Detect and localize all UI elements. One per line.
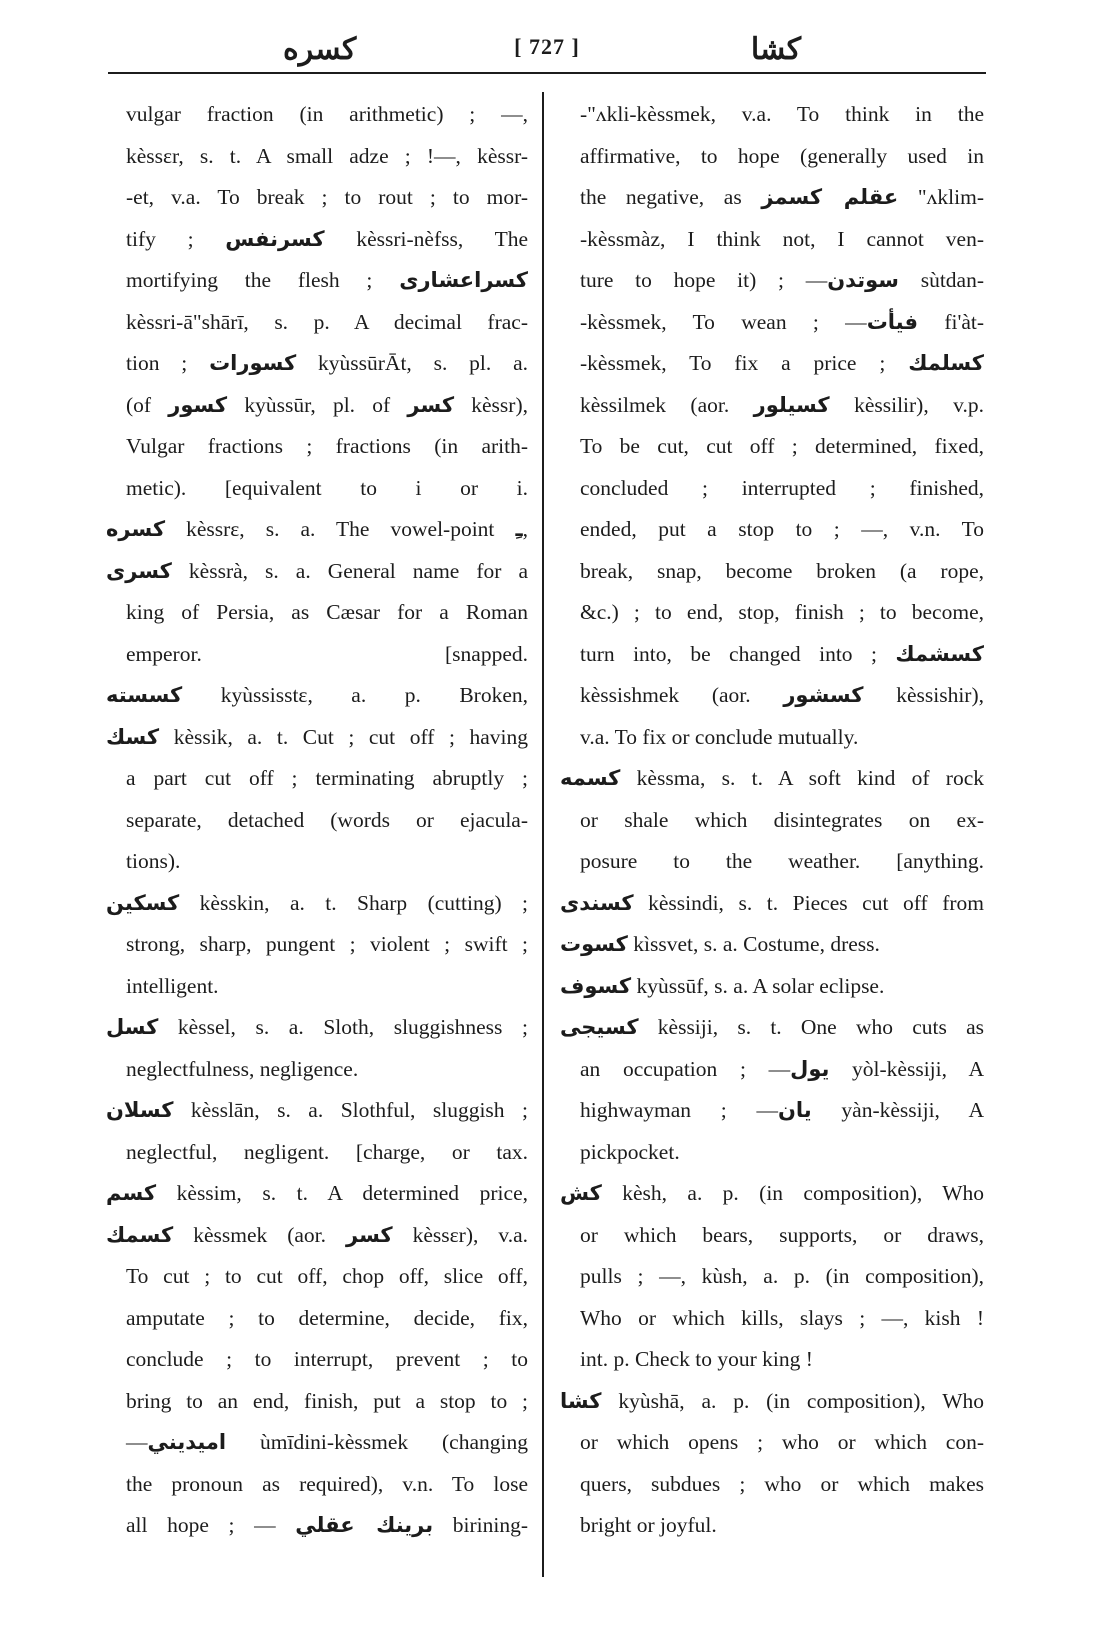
left-column bbox=[106, 94, 528, 1547]
arabic-word: كسمك bbox=[106, 1222, 174, 1247]
text-line: the negative, as عقلم كسمز "ʌklim- bbox=[580, 185, 984, 209]
arabic-word: كسراعشارى bbox=[399, 268, 528, 292]
text-line: break, snap, become broken (a rope, bbox=[580, 558, 984, 583]
text-line: or which bears, supports, or draws, bbox=[580, 1222, 984, 1247]
arabic-word: سوتدن bbox=[827, 268, 899, 292]
arabic-word: كسشور bbox=[783, 683, 864, 707]
text-line: tion ; كسورات kyùssūrĀt, s. pl. a. bbox=[126, 351, 528, 375]
text-line: an occupation ; —يول yòl-kèssiji, A bbox=[580, 1056, 984, 1081]
text-line: (of كسور kyùssūr, pl. of كسر kèssr), bbox=[126, 392, 528, 417]
arabic-word: كسوت bbox=[560, 932, 628, 956]
arabic-word: عقلم كسمز bbox=[761, 185, 899, 209]
arabic-word: اميديني bbox=[147, 1430, 227, 1454]
text-line: all hope ; — برينك عقلي birining- bbox=[126, 1513, 528, 1537]
text-line: كسوت kìssvet, s. a. Costume, dress. bbox=[560, 932, 880, 956]
text-line: كسره kèssrɛ, s. a. The vowel-point ـِ, bbox=[106, 517, 528, 541]
arabic-word: كسك bbox=[106, 724, 160, 749]
text-line: quers, subdues ; who or which makes bbox=[580, 1471, 984, 1496]
text-line: affirmative, to hope (generally used in bbox=[580, 143, 984, 168]
arabic-word: كسيلور bbox=[753, 392, 830, 417]
text-line: tify ; كسرنفس kèssri-nèfss, The bbox=[126, 226, 528, 251]
text-line: or shale which disintegrates on ex- bbox=[580, 807, 984, 832]
text-line: the pronoun as required), v.n. To lose bbox=[126, 1471, 528, 1496]
text-line: tions). bbox=[126, 849, 181, 873]
column-divider bbox=[542, 92, 544, 1577]
arabic-word: كسر bbox=[346, 1222, 393, 1247]
arabic-word: كشا bbox=[560, 1388, 602, 1413]
text-line: bring to an end, finish, put a stop to ; bbox=[126, 1388, 528, 1413]
text-line: Vulgar fractions ; fractions (in arith- bbox=[126, 434, 528, 458]
arabic-word: كسم bbox=[106, 1181, 157, 1205]
text-line: ture to hope it) ; —سوتدن sùtdan- bbox=[580, 268, 984, 292]
text-line: v.a. To fix or conclude mutually. bbox=[580, 724, 859, 749]
text-line: كسل kèssel, s. a. Sloth, sluggishness ; bbox=[106, 1015, 528, 1039]
text-line: int. p. Check to your king ! bbox=[580, 1347, 813, 1371]
text-line: كسرى kèssrà, s. a. General name for a bbox=[106, 558, 528, 583]
text-line: كسكين kèsskin, a. t. Sharp (cutting) ; bbox=[106, 890, 528, 915]
text-line: كسوف kyùssūf, s. a. A solar eclipse. bbox=[560, 973, 885, 998]
text-line: kèssishmek (aor. كسشور kèssishir), bbox=[580, 683, 984, 707]
text-line: ended, put a stop to ; —, v.n. To bbox=[580, 517, 984, 541]
text-line: كش kèsh, a. p. (in composition), Who bbox=[560, 1181, 984, 1205]
arabic-word: كسل bbox=[106, 1015, 159, 1039]
arabic-word: كسره bbox=[106, 517, 166, 541]
text-line: kèssɛr, s. t. A small adze ; !—, kèssr- bbox=[126, 143, 528, 168]
text-line: كسسته kyùssisstɛ, a. p. Broken, bbox=[106, 683, 528, 707]
text-line: amputate ; to determine, decide, fix, bbox=[126, 1305, 528, 1330]
arabic-word: كسلان bbox=[106, 1098, 174, 1122]
text-line: كسلان kèsslān, s. a. Slothful, sluggish ; bbox=[106, 1098, 528, 1122]
arabic-word: كسندى bbox=[560, 890, 634, 915]
arabic-word: كسوف bbox=[560, 973, 632, 998]
text-line: highwayman ; —يان yàn-kèssiji, A bbox=[580, 1098, 984, 1122]
arabic-word: كسشمك bbox=[895, 641, 984, 666]
text-line: metic). [equivalent to i or i. bbox=[126, 475, 528, 500]
text-line: كسمك kèssmek (aor. كسر kèssɛr), v.a. bbox=[106, 1222, 528, 1247]
arabic-word: كسيجى bbox=[560, 1015, 639, 1039]
arabic-word: كسورات bbox=[209, 351, 297, 375]
text-line: —اميديني ùmīdini-kèssmek (changing bbox=[126, 1430, 528, 1454]
left-running-headword: كسره bbox=[283, 33, 357, 66]
text-line: كسندى kèssindi, s. t. Pieces cut off from bbox=[560, 890, 984, 915]
text-line: كسك kèssik, a. t. Cut ; cut off ; having bbox=[106, 724, 528, 749]
arabic-word: برينك عقلي bbox=[295, 1513, 434, 1537]
text-line: -kèssmek, To wean ; —فيأت fi'àt- bbox=[580, 309, 984, 334]
text-line: -et, v.a. To break ; to rout ; to mor- bbox=[126, 185, 528, 209]
text-line: neglectfulness, negligence. bbox=[126, 1056, 359, 1081]
text-line: kèssri-ā"shārī, s. p. A decimal frac- bbox=[126, 309, 528, 334]
text-line: كسمه kèssma, s. t. A soft kind of rock bbox=[560, 766, 984, 790]
text-line: -kèssmek, To fix a price ; كسلمك bbox=[580, 351, 984, 375]
text-line: pickpocket. bbox=[580, 1139, 680, 1164]
text-line: a part cut off ; terminating abruptly ; bbox=[126, 766, 528, 790]
right-column bbox=[560, 94, 984, 1547]
text-line: mortifying the flesh ; كسراعشارى bbox=[126, 268, 528, 292]
text-line: Who or which kills, slays ; —, kish ! bbox=[580, 1305, 984, 1330]
page-number: [ 727 ] bbox=[514, 34, 580, 59]
text-line: king of Persia, as Cæsar for a Roman bbox=[126, 600, 528, 624]
text-line: bright or joyful. bbox=[580, 1513, 717, 1537]
text-line: كسم kèssim, s. t. A determined price, bbox=[106, 1181, 528, 1205]
arabic-word: كسور bbox=[168, 392, 228, 417]
arabic-word: فيأت bbox=[866, 309, 918, 334]
arabic-word: يول bbox=[790, 1056, 830, 1081]
text-line: kèssilmek (aor. كسيلور kèssilir), v.p. bbox=[580, 392, 984, 417]
text-line: posure to the weather. [anything. bbox=[580, 849, 984, 873]
text-line: &c.) ; to end, stop, finish ; to become, bbox=[580, 600, 984, 624]
arabic-word: كسرى bbox=[106, 558, 172, 583]
page-header bbox=[108, 28, 986, 72]
text-line: or which opens ; who or which con- bbox=[580, 1430, 984, 1454]
arabic-word: كسمه bbox=[560, 766, 621, 790]
arabic-word: كسلمك bbox=[908, 351, 984, 375]
text-line: separate, detached (words or ejacula- bbox=[126, 807, 528, 832]
arabic-word: يان bbox=[777, 1098, 812, 1122]
text-line: turn into, be changed into ; كسشمك bbox=[580, 641, 984, 666]
text-line: To cut ; to cut off, chop off, slice off, bbox=[126, 1264, 528, 1288]
text-line: -kèssmàz, I think not, I cannot ven- bbox=[580, 226, 984, 251]
text-line: pulls ; —, kùsh, a. p. (in composition), bbox=[580, 1264, 984, 1288]
arabic-word: كش bbox=[560, 1181, 602, 1205]
text-line: كسيجى kèssiji, s. t. One who cuts as bbox=[560, 1015, 984, 1039]
arabic-word: كسسته bbox=[106, 683, 183, 707]
arabic-word: كسكين bbox=[106, 890, 180, 915]
arabic-word: ـِ bbox=[515, 517, 523, 541]
text-line: كشا kyùshā, a. p. (in composition), Who bbox=[560, 1388, 984, 1413]
text-line: emperor. [snapped. bbox=[126, 641, 528, 666]
right-running-headword: كشا bbox=[750, 33, 801, 66]
arabic-word: كسرنفس bbox=[225, 226, 325, 251]
text-line: To be cut, cut off ; determined, fixed, bbox=[580, 434, 984, 458]
text-line: strong, sharp, pungent ; violent ; swift ; bbox=[126, 932, 528, 956]
text-line: neglectful, negligent. [charge, or tax. bbox=[126, 1139, 528, 1164]
arabic-word: كسر bbox=[407, 392, 455, 417]
text-line: -"ʌkli-kèssmek, v.a. To think in the bbox=[580, 102, 984, 126]
text-line: vulgar fraction (in arithmetic) ; —, bbox=[126, 102, 528, 126]
header-rule bbox=[108, 72, 986, 74]
text-line: intelligent. bbox=[126, 973, 219, 998]
text-line: concluded ; interrupted ; finished, bbox=[580, 475, 984, 500]
text-line: conclude ; to interrupt, prevent ; to bbox=[126, 1347, 528, 1371]
